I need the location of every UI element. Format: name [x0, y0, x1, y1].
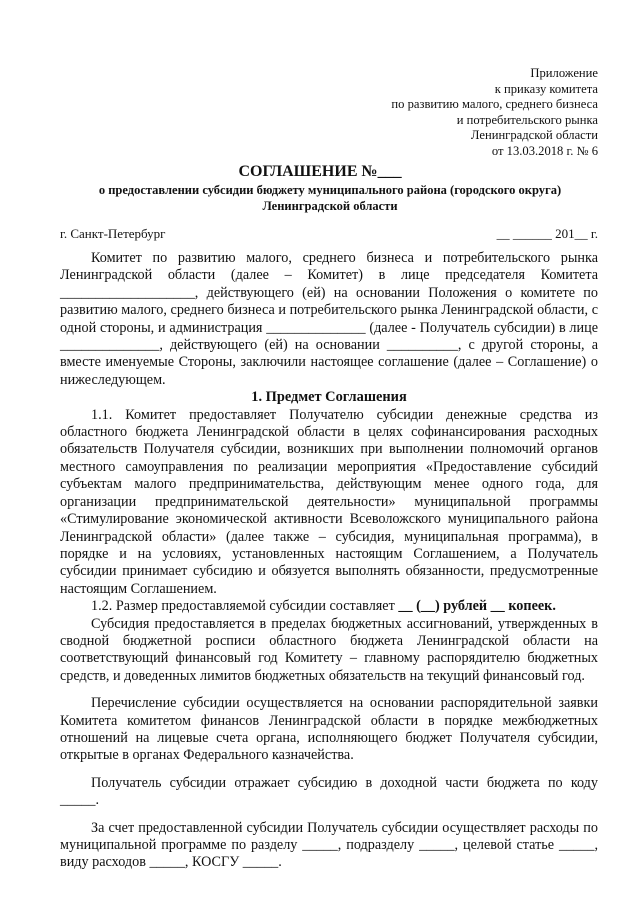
appendix-block: [298, 66, 598, 159]
intro-paragraph: Комитет по развитию малого, среднего бизнеса и потребительского рынка Ленинградской области (далее – Комитет) в лице председателя Комитета ___________________, действующего (ей) на основании Положения о комитете по развитию малого, среднего бизнеса и потребительского рынка Ленинградской области, с одной стороны, и администрация ______________ (далее - Получатель субсидии) в лице ______________, действующего (ей) на основании __________, с другой стороны, а вместе именуемые Стороны, заключили настоящее соглашение (далее – Соглашение) о нижеследующем.: [60, 250, 598, 388]
section-heading: 1. Предмет Соглашения: [251, 389, 407, 406]
reflect-paragraph: Получатель субсидии отражает субсидию в доходной части бюджета по коду _____.: [60, 774, 598, 809]
document-title: СОГЛАШЕНИЕ №___: [238, 163, 402, 180]
subtitle-line: Ленинградской области: [262, 198, 398, 213]
clause-1-2-text: 1.2. Размер предоставляемой субсидии составляет: [91, 598, 399, 615]
limits-paragraph: Субсидия предоставляется в пределах бюджетных ассигнований, утвержденных в сводной бюджетной росписи областного бюджета Ленинградской области на соответствующий финансовый год Комитету – главному распорядителю бюджетных средств, и доведенных лимитов бюджетных обязательств на текущий финансовый год.: [60, 615, 598, 684]
document-date: __ ______ 201__ г.: [496, 226, 598, 241]
subtitle-line: о предоставлении субсидии бюджету муниципального района (городского округа): [98, 183, 562, 197]
clause-1-2: [60, 598, 598, 615]
transfer-paragraph: Перечисление субсидии осуществляется на основании распорядительной заявки Комитета комитетом финансов Ленинградской области в порядке межбюджетных отношений на лицевые счета органа, исполняющего бюджет Получателя субсидии, открытые в органах Федерального казначейства.: [60, 695, 598, 764]
appendix-line: по развитию малого, среднего бизнеса: [391, 97, 598, 111]
appendix-line: от 13.03.2018 г. № 6: [491, 143, 598, 158]
appendix-line: Ленинградской области: [470, 128, 598, 142]
appendix-line: Приложение: [530, 66, 598, 80]
expense-paragraph: За счет предоставленной субсидии Получатель субсидии осуществляет расходы по муниципальной программе по разделу _____, подразделу _____, целевой статье _____, виду расходов _____, КОСГУ _____.: [60, 819, 598, 871]
subsidy-amount: __ (__) рублей __ копеек.: [398, 598, 556, 615]
document-subtitle: [60, 183, 600, 214]
appendix-line: к приказу комитета: [494, 81, 598, 96]
appendix-line: и потребительского рынка: [456, 112, 598, 127]
document-body: [60, 250, 598, 872]
clause-1-1: 1.1. Комитет предоставляет Получателю субсидии денежные средства из областного бюджета Ленинградской области в целях софинансирования расходных обязательств Получателя субсидии, возникших при выполнении полномочий органов местного самоуправления по реализации мероприятия «Предоставление субсидий субъектам малого предпринимательства, действующим менее одного года, для организации предпринимательской деятельности» муниципальной программы «Стимулирование экономической активности Всеволожского муниципального района Ленинградской области» (далее также – субсидия, муниципальная программа), в порядке и на условиях, установленных настоящим Соглашением, а Получатель субсидии принимает субсидию и обязуется выполнять обязанности, предусмотренные настоящим Соглашением.: [60, 406, 598, 597]
document-city: г. Санкт-Петербург: [60, 226, 166, 241]
